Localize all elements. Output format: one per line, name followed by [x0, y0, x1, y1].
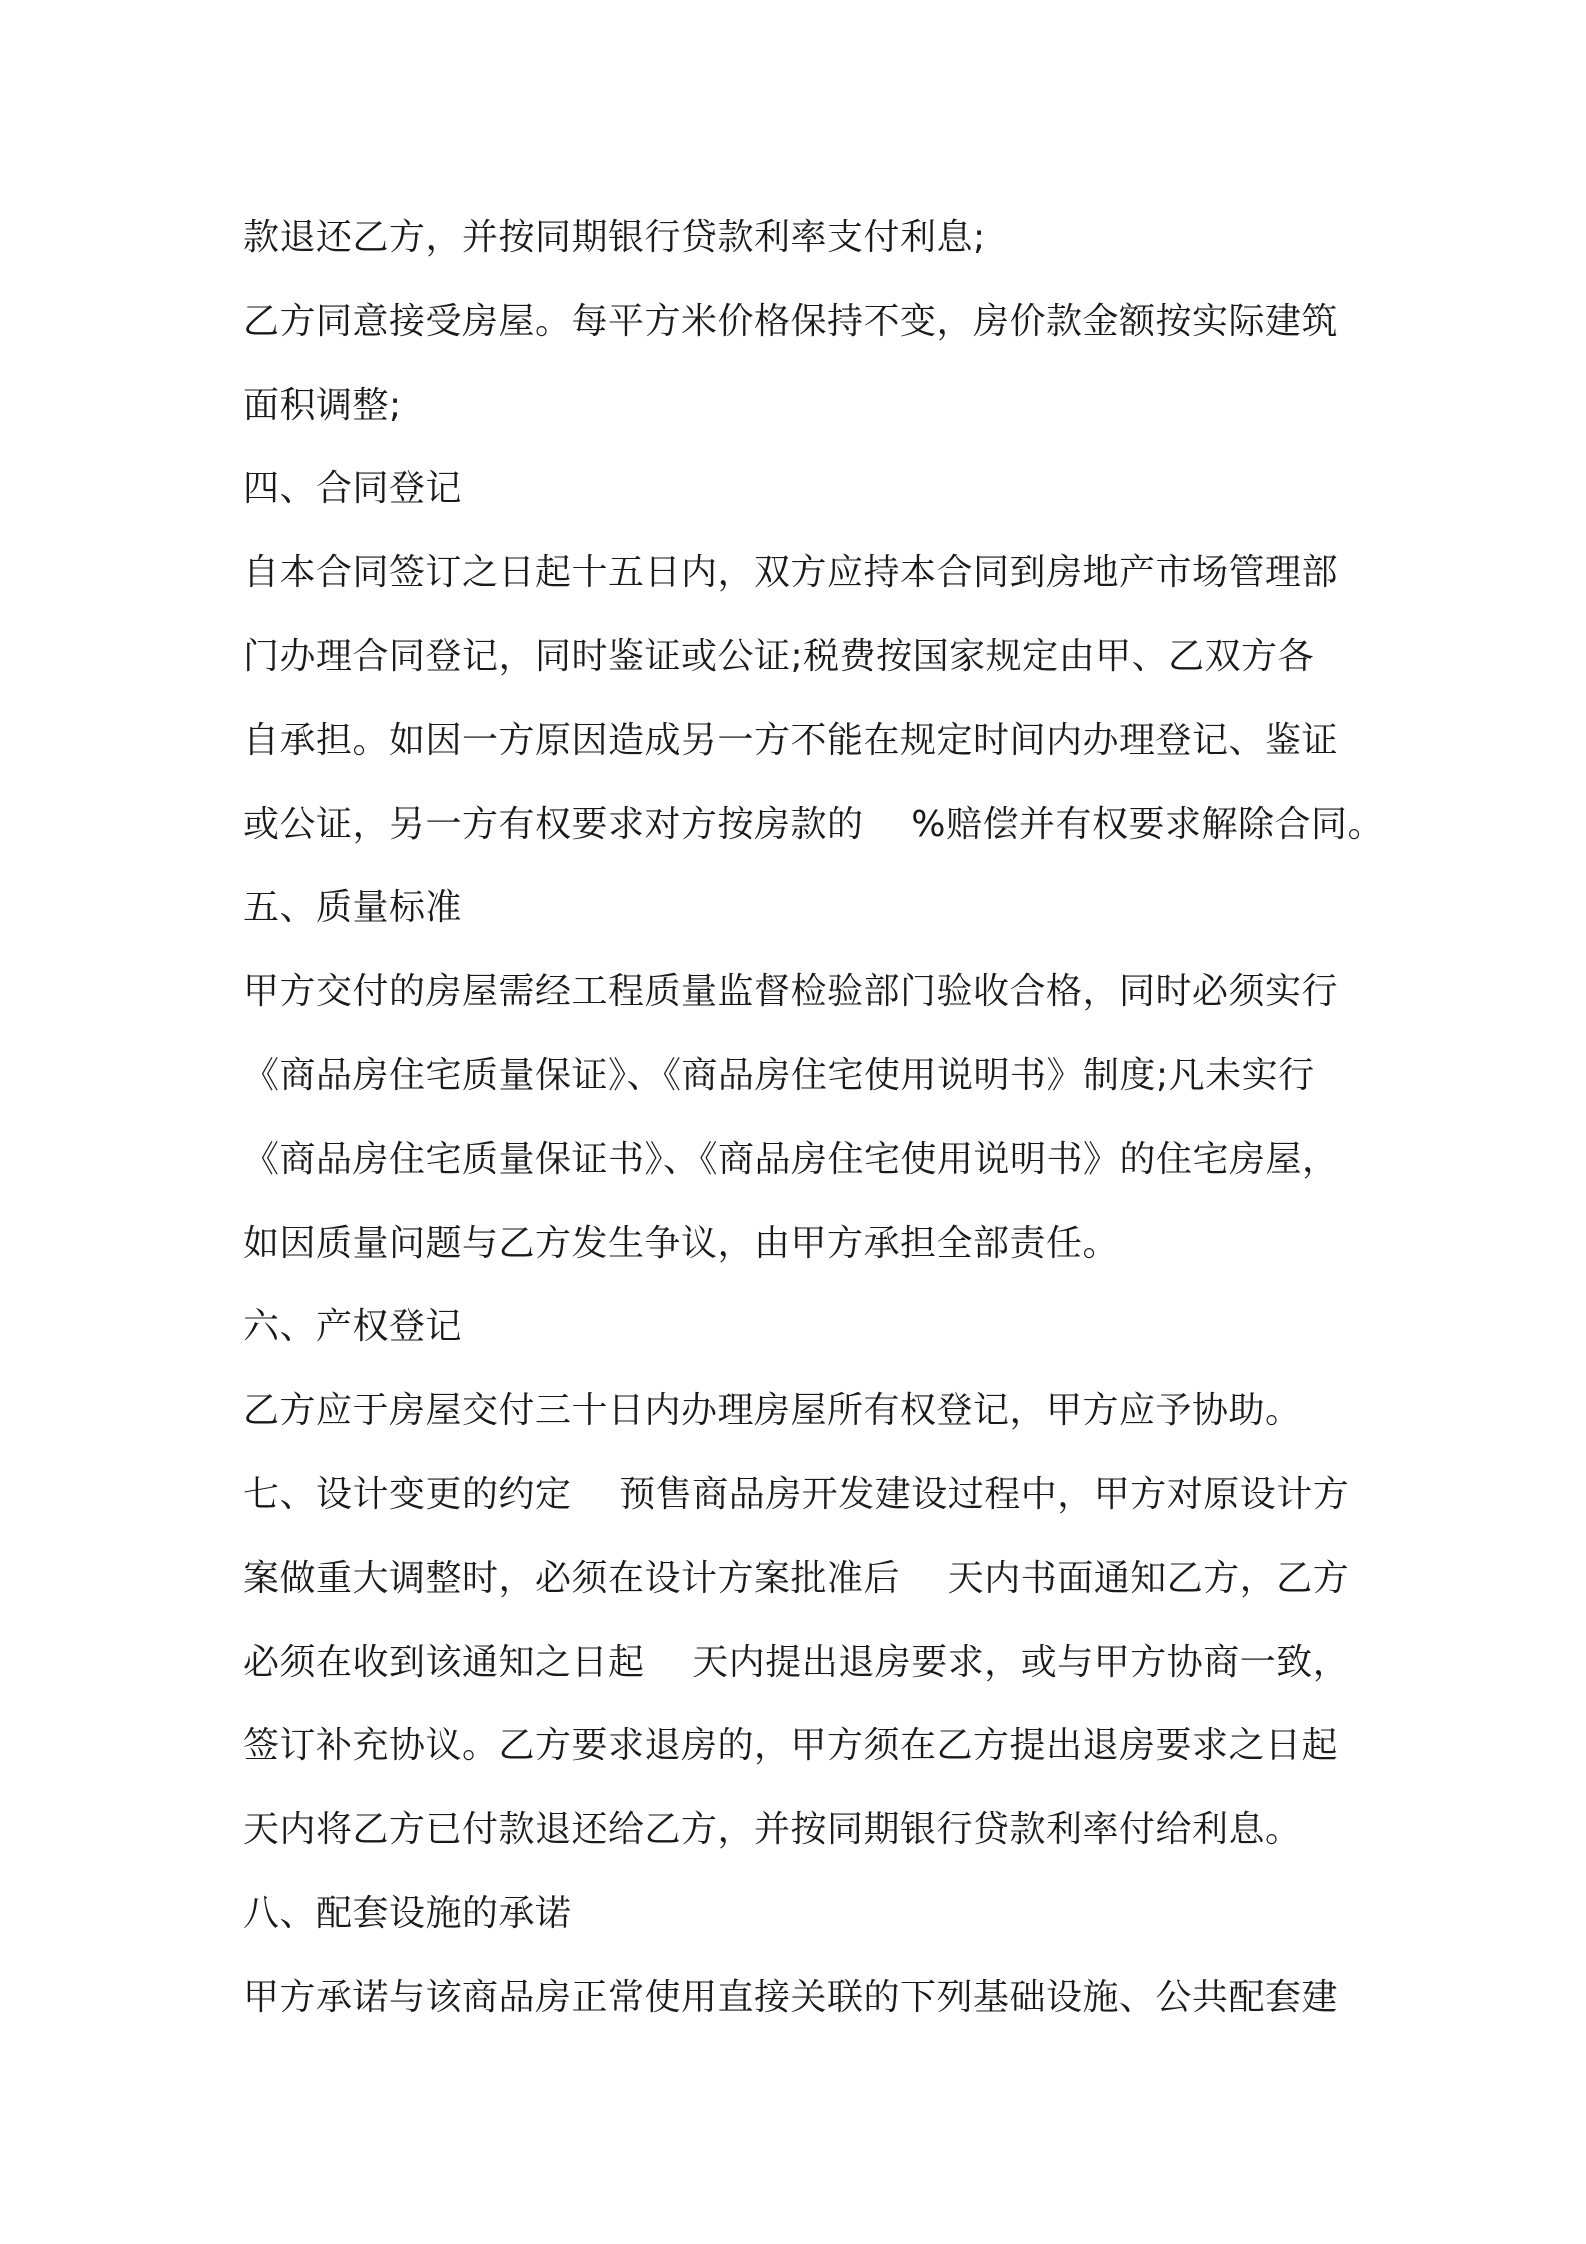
text-line: 乙方同意接受房屋。每平方米价格保持不变，房价款金额按实际建筑: [243, 300, 1339, 342]
text-line: 案做重大调整时，必须在设计方案批准后 天内书面通知乙方，乙方: [243, 1557, 1350, 1599]
text-line: 款退还乙方，并按同期银行贷款利率支付利息;: [243, 217, 986, 258]
section-heading: 四、合同登记: [243, 468, 463, 510]
text-line: 自本合同签订之日起十五日内，双方应持本合同到房地产市场管理部: [243, 552, 1339, 594]
text-line: 或公证，另一方有权要求对方按房款的 %赔偿并有权要求解除合同。: [243, 803, 1384, 845]
text-line: 面积调整;: [243, 384, 402, 426]
text-line: 甲方承诺与该商品房正常使用直接关联的下列基础设施、公共配套建: [243, 1976, 1339, 2018]
text-line: 天内将乙方已付款退还给乙方，并按同期银行贷款利率付给利息。: [243, 1809, 1302, 1851]
text-line: 门办理合同登记，同时鉴证或公证;税费按国家规定由甲、乙双方各: [243, 635, 1315, 677]
text-line: 必须在收到该通知之日起 天内提出退房要求，或与甲方协商一致，: [243, 1641, 1350, 1683]
text-line: 甲方交付的房屋需经工程质量监督检验部门验收合格，同时必须实行: [243, 971, 1339, 1013]
text-line: 《商品房住宅质量保证书》、《商品房住宅使用说明书》的住宅房屋，: [243, 1138, 1339, 1180]
text-line: 《商品房住宅质量保证》、《商品房住宅使用说明书》制度;凡未实行: [243, 1054, 1315, 1096]
text-line: 如因质量问题与乙方发生争议，由甲方承担全部责任。: [243, 1222, 1120, 1264]
document-body: [243, 196, 1384, 2040]
section-heading: 七、设计变更的约定 预售商品房开发建设过程中，甲方对原设计方: [243, 1473, 1350, 1515]
text-line: 乙方应于房屋交付三十日内办理房屋所有权登记，甲方应予协助。: [243, 1390, 1302, 1432]
text-line: 自承担。如因一方原因造成另一方不能在规定时间内办理登记、鉴证: [243, 719, 1339, 761]
section-heading: 五、质量标准: [243, 887, 463, 929]
section-heading: 八、配套设施的承诺: [243, 1892, 572, 1934]
text-line: 签订补充协议。乙方要求退房的，甲方须在乙方提出退房要求之日起: [243, 1725, 1339, 1767]
section-heading: 六、产权登记: [243, 1306, 463, 1348]
